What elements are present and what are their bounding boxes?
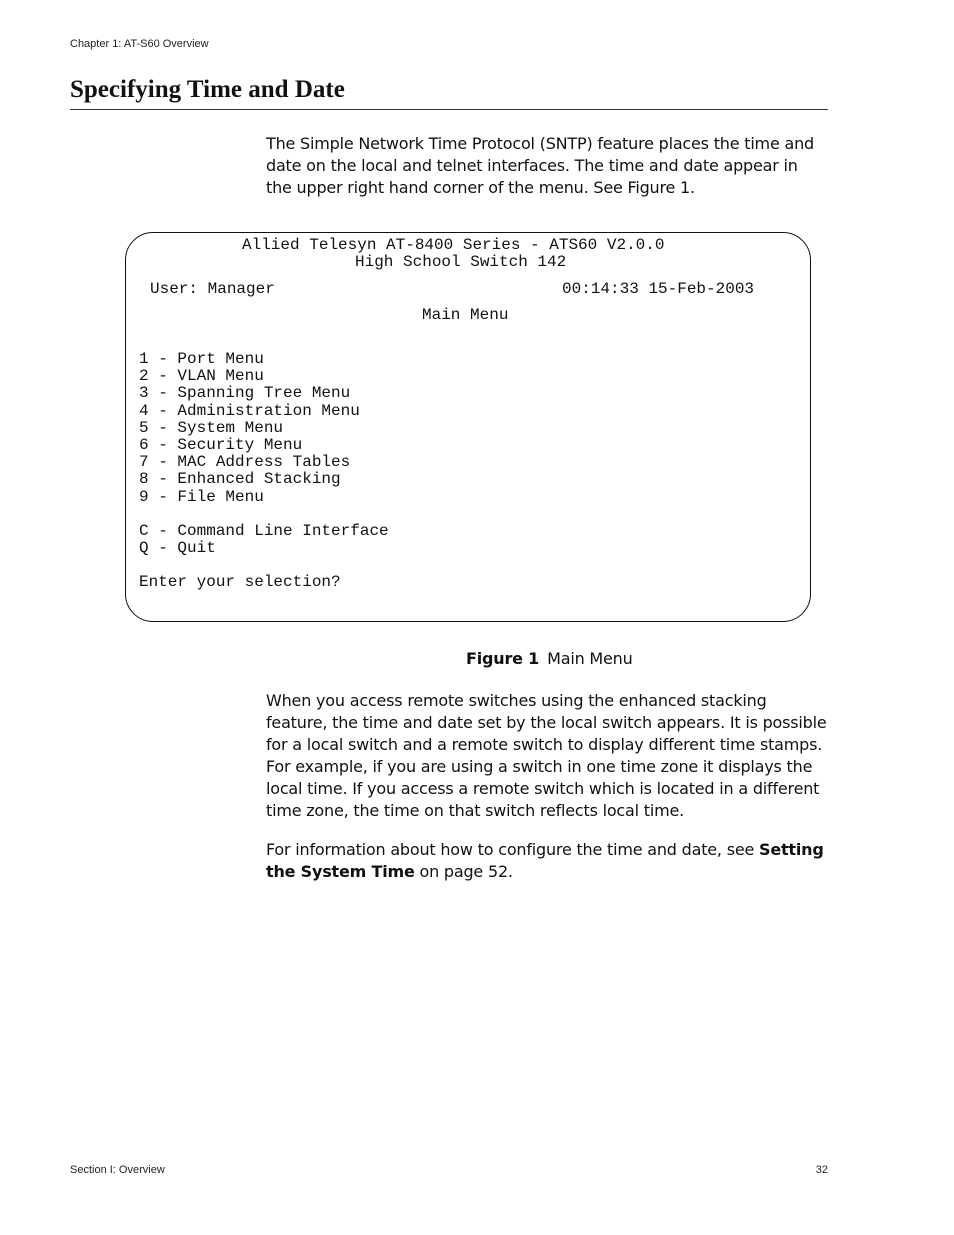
reference-link[interactable]: Setting the System Time (266, 840, 824, 881)
terminal-subtitle: High School Switch 142 (355, 253, 567, 271)
stacking-paragraph: When you access remote switches using the enhanced stacking feature, the time and date set by the local switch appears. It is possible for a local switch and a remote switch to display different time stamps. For example, if you are using a switch in one time zone it displays the local time. If you access a remote switch which is located in a different time zone, the time on that switch reflects local time. (266, 691, 827, 820)
reference-paragraph (266, 839, 828, 883)
terminal-datetime: 00:14:33 15-Feb-2003 (562, 280, 755, 298)
terminal-screen (125, 232, 811, 622)
terminal-command-list (139, 523, 389, 557)
menu-item-quit: Q - Quit (139, 539, 216, 558)
menu-item-enhanced-stacking: 8 - Enhanced Stacking (139, 470, 341, 489)
menu-item-administration: 4 - Administration Menu (139, 401, 360, 420)
running-header-chapter: Chapter 1: AT-S60 Overview (70, 38, 209, 50)
terminal-menu-list (139, 351, 360, 506)
figure-caption (466, 649, 633, 668)
terminal-prompt: Enter your selection? (139, 573, 341, 591)
menu-item-system: 5 - System Menu (139, 418, 284, 437)
menu-item-mac-address-tables: 7 - MAC Address Tables (139, 453, 351, 472)
reference-suffix: on page 52. (414, 862, 513, 881)
terminal-title: Allied Telesyn AT-8400 Series - ATS60 V2.0.0 (242, 236, 665, 254)
footer-section: Section I: Overview (70, 1164, 165, 1176)
menu-item-security: 6 - Security Menu (139, 435, 303, 454)
figure-caption-text: Main Menu (547, 649, 633, 668)
figure-number: Figure 1 (466, 649, 540, 668)
menu-item-port: 1 - Port Menu (139, 350, 264, 368)
intro-paragraph: The Simple Network Time Protocol (SNTP) feature places the time and date on the local and telnet interfaces. The time and date appear in the upper right hand corner of the menu. See Figure 1. (266, 134, 814, 197)
menu-item-file: 9 - File Menu (139, 487, 264, 506)
section-title: Specifying Time and Date (70, 76, 345, 103)
terminal-menu-title: Main Menu (422, 306, 509, 324)
menu-item-command-line: C - Command Line Interface (139, 522, 389, 540)
title-rule (70, 109, 828, 110)
menu-item-vlan: 2 - VLAN Menu (139, 367, 264, 386)
menu-item-spanning-tree: 3 - Spanning Tree Menu (139, 384, 351, 403)
reference-prefix: For information about how to configure the time and date, see (266, 840, 759, 859)
page-number: 32 (815, 1164, 828, 1176)
terminal-user: User: Manager (150, 280, 275, 298)
